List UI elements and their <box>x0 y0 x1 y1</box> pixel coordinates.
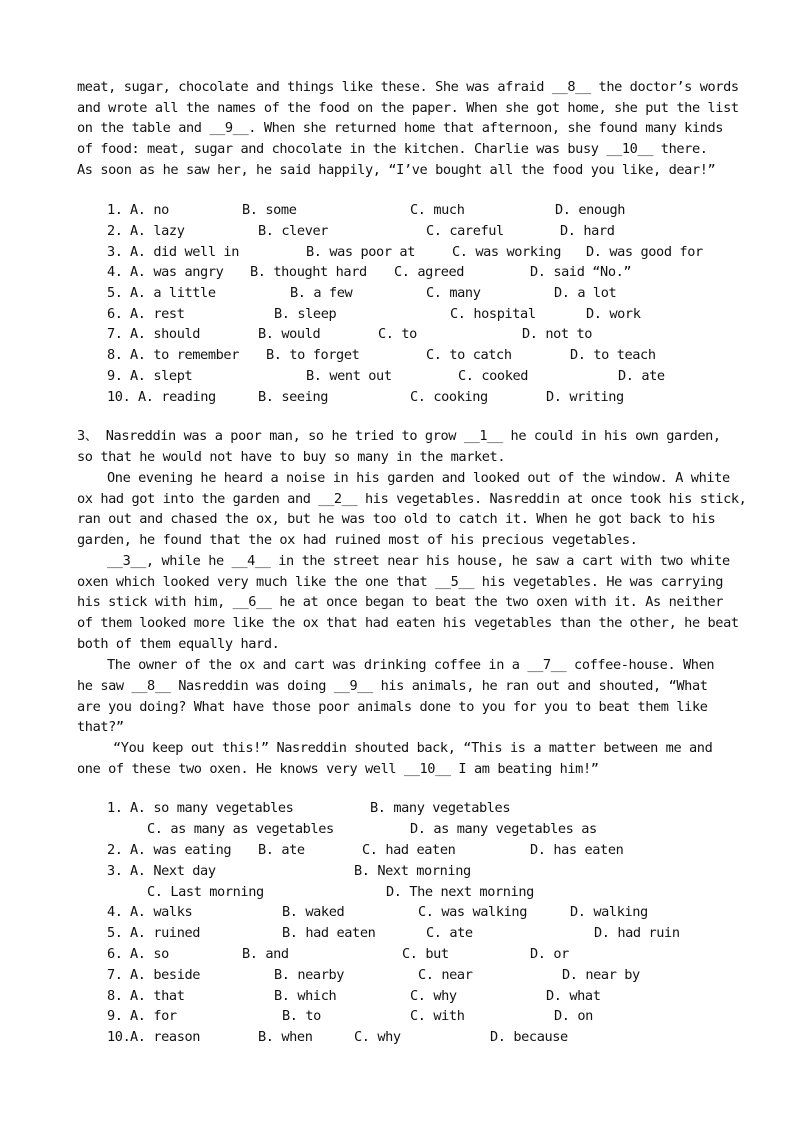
answer-option: D. has eaten <box>530 842 624 858</box>
answer-option: B. which <box>274 988 337 1004</box>
answer-option: C. was working <box>452 244 561 260</box>
passage-line: of them looked more like the ox that had eaten his vegetables than the other, he beat <box>77 615 739 631</box>
answer-option: A. a little <box>130 285 216 301</box>
answer-option: A. did well in <box>130 244 239 260</box>
answer-option: A. so <box>130 946 169 962</box>
question-number: 6. <box>107 946 123 962</box>
answer-option: A. no <box>130 202 169 218</box>
answer-option: D. on <box>554 1008 593 1024</box>
answer-option: D. or <box>530 946 569 962</box>
passage-line: both of them equally hard. <box>77 636 280 652</box>
answer-option: C. as many as vegetables <box>147 821 334 837</box>
answer-option: B. sleep <box>274 306 337 322</box>
answer-option: C. but <box>402 946 449 962</box>
answer-option: A. was angry <box>130 264 224 280</box>
answer-option: A. reading <box>138 389 216 405</box>
question-number: 10. <box>107 1029 131 1045</box>
passage-line: that?” <box>77 719 124 735</box>
answer-option: B. to <box>282 1008 321 1024</box>
answer-option: A. ruined <box>130 925 201 941</box>
answer-option: C. had eaten <box>362 842 456 858</box>
answer-option: A. should <box>130 326 201 342</box>
passage-line: One evening he heard a noise in his garden and looked out of the window. A white <box>107 470 730 486</box>
answer-option: C. many <box>426 285 481 301</box>
passage-line: are you doing? What have those poor animals done to you for you to beat them like <box>77 699 708 715</box>
answer-option: A. for <box>130 1008 177 1024</box>
passage-line: ran out and chased the ox, but he was too old to catch it. When he got back to his <box>77 511 716 527</box>
answer-option: B. some <box>242 202 297 218</box>
passage-line: of food: meat, sugar and chocolate in the kitchen. Charlie was busy __10__ there. <box>77 141 708 157</box>
question-number: 7. <box>107 967 123 983</box>
answer-option: B. would <box>258 326 321 342</box>
answer-option: B. seeing <box>258 389 329 405</box>
question-number: 5. <box>107 285 123 301</box>
answer-option: B. a few <box>290 285 353 301</box>
passage-line: The owner of the ox and cart was drinking coffee in a __7__ coffee-house. When <box>107 657 715 673</box>
answer-option: B. when <box>258 1029 313 1045</box>
question-number: 10. <box>107 389 131 405</box>
passage-line: he saw __8__ Nasreddin was doing __9__ his animals, he ran out and shouted, “What <box>77 678 708 694</box>
answer-option: C. was walking <box>418 904 527 920</box>
passage-line: so that he would not have to buy so many in the market. <box>77 449 506 465</box>
question-number: 7. <box>107 326 123 342</box>
answer-option: C. cooking <box>410 389 488 405</box>
passage-line: __3__, while he __4__ in the street near his house, he saw a cart with two white <box>107 553 730 569</box>
answer-option: C. why <box>354 1029 401 1045</box>
answer-option: B. thought hard <box>250 264 367 280</box>
passage-line: his stick with him, __6__ he at once began to beat the two oxen with it. As neither <box>77 594 724 610</box>
answer-option: B. had eaten <box>282 925 376 941</box>
answer-option: D. ate <box>618 368 665 384</box>
passage-line: garden, he found that the ox had ruined most of his precious vegetables. <box>77 532 638 548</box>
answer-option: A. rest <box>130 306 185 322</box>
answer-option: D. not to <box>522 326 593 342</box>
answer-option: A. walks <box>130 904 193 920</box>
answer-option: C. much <box>410 202 465 218</box>
answer-option: D. because <box>490 1029 568 1045</box>
answer-option: B. went out <box>306 368 392 384</box>
answer-option: B. nearby <box>274 967 345 983</box>
answer-option: D. work <box>586 306 641 322</box>
passage-line: meat, sugar, chocolate and things like these. She was afraid __8__ the doctor’s words <box>77 79 739 95</box>
answer-option: D. what <box>546 988 601 1004</box>
question-number: 2. <box>107 842 123 858</box>
answer-option: B. to forget <box>266 347 360 363</box>
answer-option: D. enough <box>555 202 626 218</box>
answer-option: A. reason <box>130 1029 201 1045</box>
passage-3-heading-line: 3、 Nasreddin was a poor man, so he tried to grow __1__ he could in his own garden, <box>77 428 721 444</box>
answer-option: C. with <box>410 1008 465 1024</box>
question-number: 1. <box>107 800 123 816</box>
answer-option: C. why <box>410 988 457 1004</box>
answer-option: A. slept <box>130 368 193 384</box>
passage-line: As soon as he saw her, he said happily, “I’ve bought all the food you like, dear!” <box>77 162 716 178</box>
answer-option: D. writing <box>546 389 624 405</box>
answer-option: A. so many vegetables <box>130 800 294 816</box>
answer-option: D. hard <box>560 223 615 239</box>
answer-option: C. hospital <box>450 306 536 322</box>
answer-option: D. said “No.” <box>530 264 632 280</box>
answer-option: B. many vegetables <box>370 800 511 816</box>
answer-option: A. was eating <box>130 842 232 858</box>
answer-option: C. agreed <box>394 264 465 280</box>
answer-option: B. was poor at <box>306 244 415 260</box>
answer-option: D. walking <box>570 904 648 920</box>
question-number: 1. <box>107 202 123 218</box>
passage-line: ox had got into the garden and __2__ his vegetables. Nasreddin at once took his stick, <box>77 491 747 507</box>
answer-option: B. clever <box>258 223 329 239</box>
answer-option: D. had ruin <box>594 925 680 941</box>
answer-option: A. lazy <box>130 223 185 239</box>
answer-option: D. as many vegetables as <box>410 821 597 837</box>
passage-line: oxen which looked very much like the one that __5__ his vegetables. He was carrying <box>77 574 724 590</box>
question-number: 4. <box>107 904 123 920</box>
answer-option: D. near by <box>562 967 640 983</box>
question-number: 9. <box>107 368 123 384</box>
answer-option: C. Last morning <box>147 884 264 900</box>
question-number: 8. <box>107 347 123 363</box>
answer-option: B. waked <box>282 904 345 920</box>
answer-option: C. careful <box>426 223 504 239</box>
answer-option: C. near <box>418 967 473 983</box>
answer-option: A. to remember <box>130 347 239 363</box>
question-number: 8. <box>107 988 123 1004</box>
answer-option: C. ate <box>426 925 473 941</box>
answer-option: A. that <box>130 988 185 1004</box>
answer-option: D. a lot <box>554 285 617 301</box>
question-number: 9. <box>107 1008 123 1024</box>
passage-line: on the table and __9__. When she returned home that afternoon, she found many kinds <box>77 120 724 136</box>
answer-option: C. to catch <box>426 347 512 363</box>
question-number: 5. <box>107 925 123 941</box>
answer-option: D. to teach <box>570 347 656 363</box>
answer-option: D. The next morning <box>386 884 534 900</box>
answer-option: C. to <box>378 326 417 342</box>
passage-line: and wrote all the names of the food on the paper. When she got home, she put the list <box>77 100 739 116</box>
answer-option: C. cooked <box>458 368 529 384</box>
answer-option: B. Next morning <box>354 863 471 879</box>
answer-option: A. Next day <box>130 863 216 879</box>
answer-option: A. beside <box>130 967 201 983</box>
question-number: 6. <box>107 306 123 322</box>
question-number: 3. <box>107 244 123 260</box>
question-number: 3. <box>107 863 123 879</box>
answer-option: B. ate <box>258 842 305 858</box>
passage-line: one of these two oxen. He knows very well __10__ I am beating him!” <box>77 761 599 777</box>
answer-option: D. was good for <box>586 244 703 260</box>
answer-option: B. and <box>242 946 289 962</box>
question-number: 4. <box>107 264 123 280</box>
passage-line: “You keep out this!” Nasreddin shouted back, “This is a matter between me and <box>113 740 713 756</box>
question-number: 2. <box>107 223 123 239</box>
